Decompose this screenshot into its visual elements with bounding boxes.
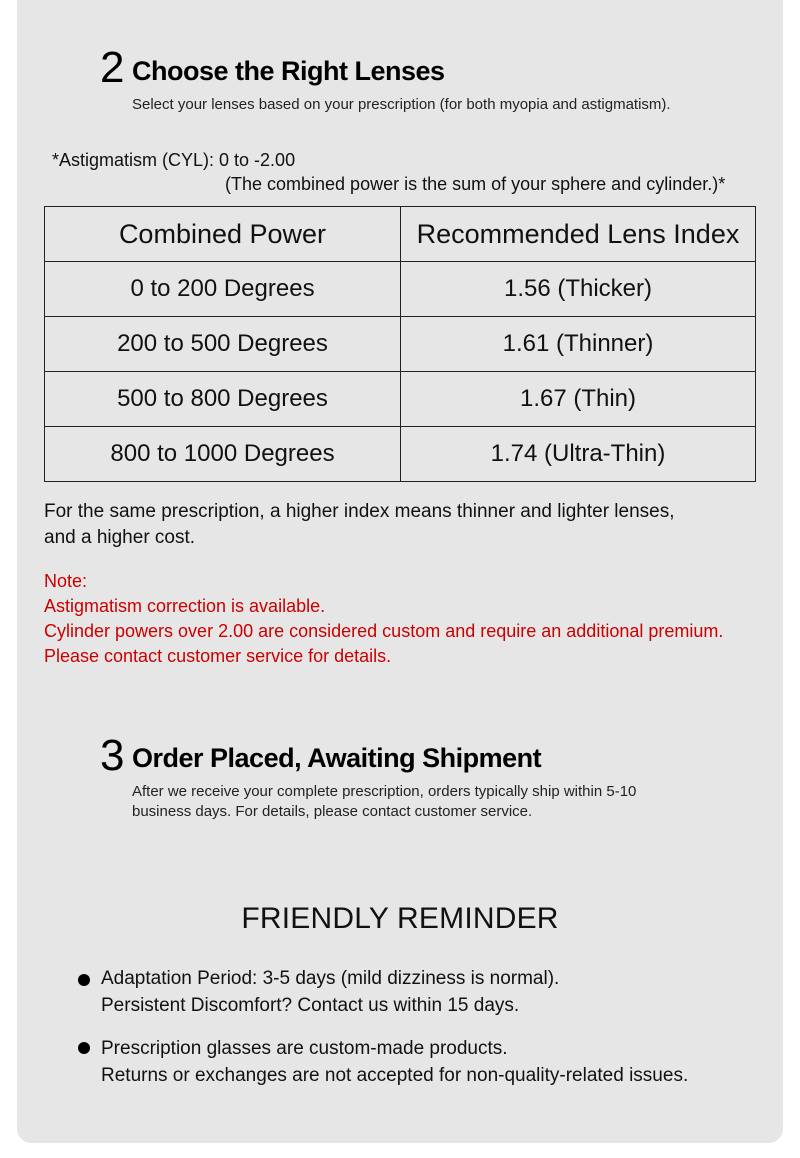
- step-3-subtitle-line-2: business days. For details, please contact customer service.: [132, 803, 533, 820]
- table-cell-power: 0 to 200 Degrees: [45, 262, 401, 317]
- bullet-1-dot: [78, 974, 90, 986]
- note-line-3: Please contact customer service for details.: [44, 646, 392, 666]
- step-2-title: Choose the Right Lenses: [132, 56, 445, 86]
- astigmatism-range: *Astigmatism (CYL): 0 to -2.00: [52, 150, 296, 170]
- step-2-number: 2: [100, 43, 124, 92]
- index-note-line-2: and a higher cost.: [44, 527, 196, 548]
- note-line-2: Cylinder powers over 2.00 are considered custom and require an additional premium.: [44, 621, 724, 641]
- bullet-2-dot: [78, 1042, 90, 1054]
- note-line-1: Astigmatism correction is available.: [44, 596, 326, 616]
- step-3-number: 3: [100, 731, 124, 780]
- reminder-title: FRIENDLY REMINDER: [241, 902, 559, 935]
- table-header-row: [45, 207, 756, 262]
- table-cell-power: 800 to 1000 Degrees: [45, 427, 401, 482]
- step-3-title: Order Placed, Awaiting Shipment: [132, 743, 542, 773]
- table-row: [45, 427, 756, 482]
- reminder-item-1-line-2: Persistent Discomfort? Contact us within 15 days.: [101, 995, 520, 1016]
- index-note-line-1: For the same prescription, a higher index means thinner and lighter lenses,: [44, 501, 675, 522]
- lens-index-table: [44, 206, 756, 482]
- table-cell-index: 1.67 (Thin): [401, 372, 756, 427]
- table-row: [45, 262, 756, 317]
- step-3-subtitle-line-1: After we receive your complete prescription, orders typically ship within 5-10: [132, 783, 637, 800]
- table-cell-index: 1.56 (Thicker): [401, 262, 756, 317]
- note-label: Note:: [44, 571, 88, 591]
- reminder-item-2-line-2: Returns or exchanges are not accepted for non-quality-related issues.: [101, 1065, 689, 1086]
- reminder-item-2-line-1: Prescription glasses are custom-made products.: [101, 1038, 508, 1059]
- table-row: [45, 372, 756, 427]
- table-row: [45, 317, 756, 372]
- table-cell-power: 500 to 800 Degrees: [45, 372, 401, 427]
- table-cell-power: 200 to 500 Degrees: [45, 317, 401, 372]
- combined-power-explanation: (The combined power is the sum of your sphere and cylinder.)*: [225, 174, 726, 194]
- table-cell-index: 1.74 (Ultra-Thin): [401, 427, 756, 482]
- reminder-item-1-line-1: Adaptation Period: 3-5 days (mild dizziness is normal).: [101, 968, 560, 989]
- table-cell-index: 1.61 (Thinner): [401, 317, 756, 372]
- column-header-lens-index: Recommended Lens Index: [401, 207, 756, 262]
- step-2-subtitle: Select your lenses based on your prescription (for both myopia and astigmatism).: [132, 96, 671, 113]
- column-header-combined-power: Combined Power: [45, 207, 401, 262]
